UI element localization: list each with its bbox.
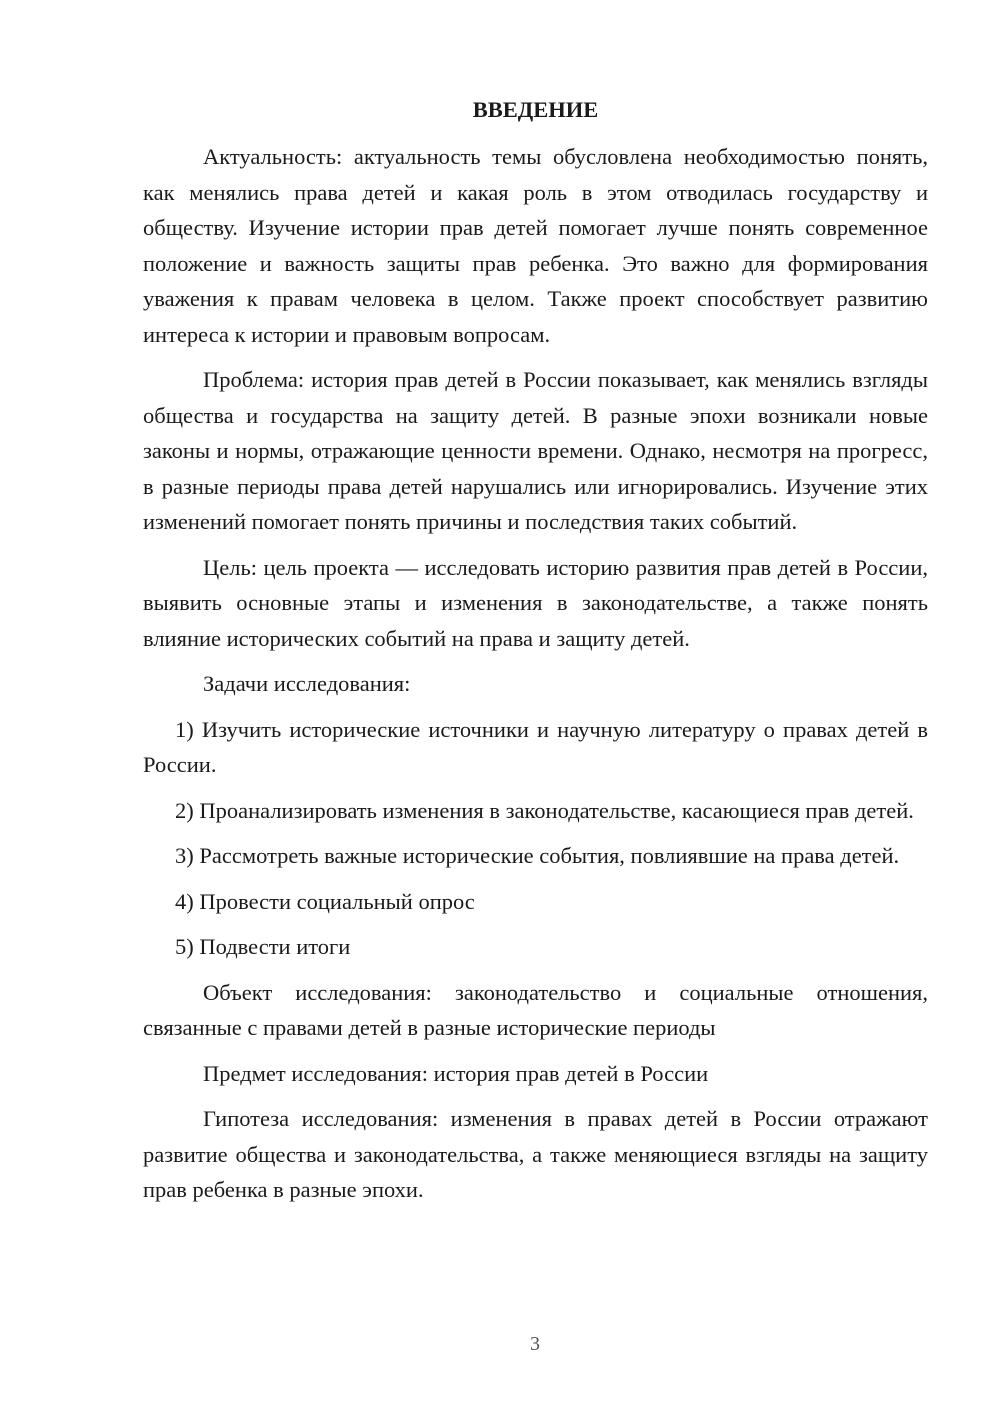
- paragraph-problem: Проблема: история прав детей в России показывает, как менялись взгляды общества и государства на защиту детей. В разные эпохи возникали новые законы и нормы, отражающие ценности времени. Однако, несмотря на прогресс, в разные периоды права детей нарушались или игнорировались. Изучение этих изменений помогает понять причины и последствия таких событий.: [143, 367, 928, 534]
- task-item-1: 1) Изучить исторические источники и научную литературу о правах детей в России.: [143, 716, 928, 777]
- task-item-4: 4) Провести социальный опрос: [175, 888, 475, 914]
- page-title: ВВЕДЕНИЕ: [472, 97, 599, 122]
- paragraph-object: Объект исследования: законодательство и социальные отношения, связанные с правами детей в разные исторические периоды: [143, 979, 928, 1040]
- paragraph-goal: Цель: цель проекта — исследовать историю развития прав детей в России, выявить основные этапы и изменения в законодательстве, а также понять влияние исторических событий на права и защиту детей.: [143, 554, 928, 651]
- paragraph-tasks-heading: Задачи исследования:: [203, 671, 411, 696]
- task-item-5: 5) Подвести итоги: [175, 934, 351, 959]
- paragraph-hypothesis: Гипотеза исследования: изменения в правах детей в России отражают развитие общества и законодательства, а также меняющиеся взгляды на защиту прав ребенка в разные эпохи.: [143, 1106, 928, 1202]
- task-item-2: 2) Проанализировать изменения в законодательстве, касающиеся прав детей.: [175, 797, 914, 823]
- document-page: [143, 92, 928, 1218]
- task-item-3: 3) Рассмотреть важные исторические события, повлиявшие на права детей.: [175, 843, 900, 868]
- paragraph-relevance: Актуальность: актуальность темы обусловлена необходимостью понять, как менялись права детей и какая роль в этом отводилась государству и обществу. Изучение истории прав детей помогает лучше понять современное положение и важность защиты прав ребенка. Это важно для формирования уважения к правам человека в целом. Также проект способствует развитию интереса к истории и правовым вопросам.: [143, 144, 928, 347]
- page-number: 3: [530, 1333, 540, 1355]
- paragraph-subject: Предмет исследования: история прав детей в России: [203, 1060, 709, 1086]
